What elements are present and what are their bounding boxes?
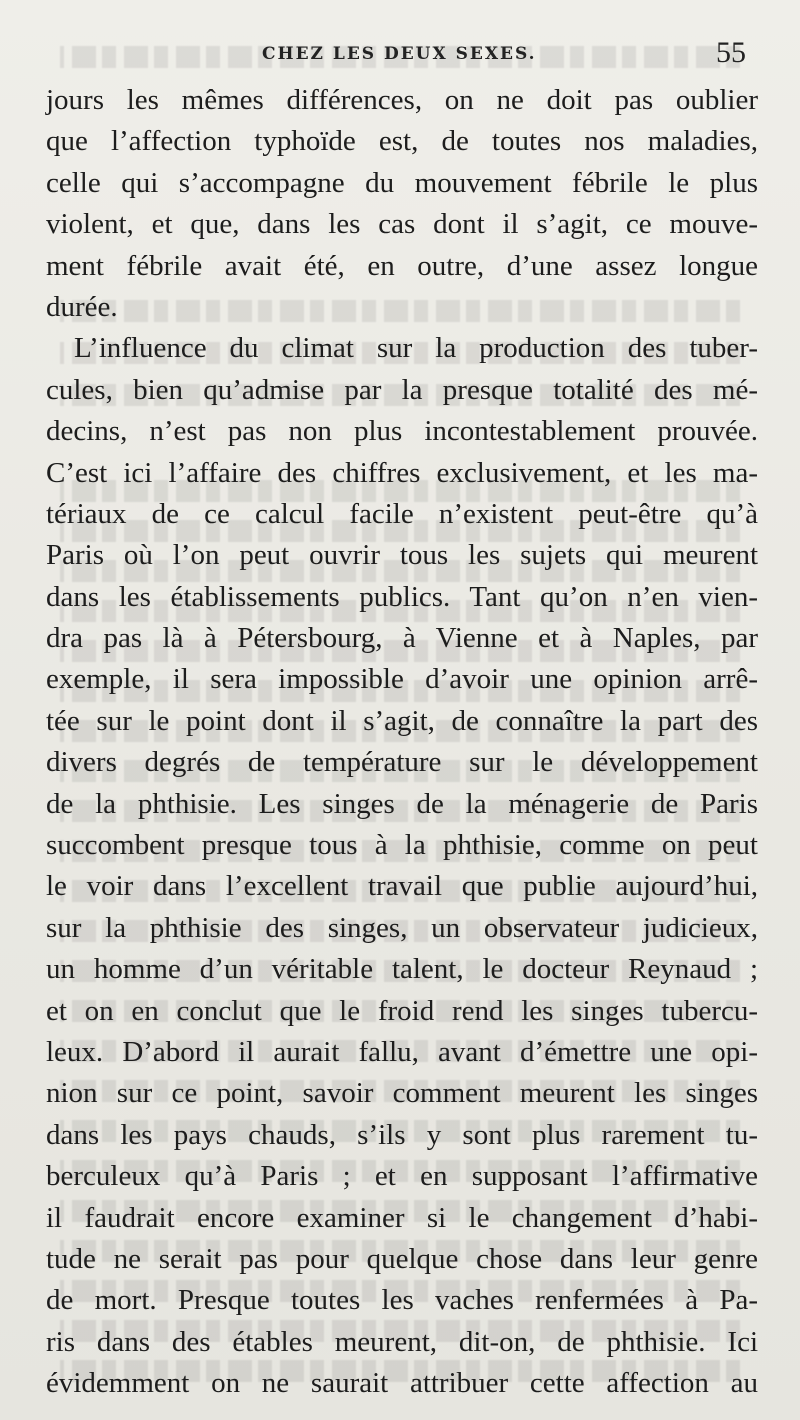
text-line: de mort. Presque toutes les vaches renfermées à Pa- bbox=[46, 1284, 758, 1317]
text-line: berculeux qu’à Paris ; et en supposant l’affirmative bbox=[46, 1160, 758, 1193]
text-line: ris dans des étables meurent, dit-on, de phthisie. Ici bbox=[46, 1325, 758, 1358]
text-line: exemple, il sera impossible d’avoir une opinion arrê- bbox=[46, 663, 758, 696]
text-line: L’influence du climat sur la production des tuber- bbox=[74, 332, 758, 365]
text-line: C’est ici l’affaire des chiffres exclusivement, et les ma- bbox=[46, 456, 758, 489]
text-line: Paris où l’on peut ouvrir tous les sujets qui meurent bbox=[46, 539, 758, 572]
text-line: succombent presque tous à la phthisie, comme on peut bbox=[46, 829, 758, 862]
text-line: tée sur le point dont il s’agit, de connaître la part des bbox=[46, 704, 758, 737]
text-line: tude ne serait pas pour quelque chose dans leur genre bbox=[46, 1242, 758, 1275]
text-line: ment fébrile avait été, en outre, d’une assez longue bbox=[46, 249, 758, 282]
text-line: violent, et que, dans les cas dont il s’agit, ce mouve- bbox=[46, 208, 758, 241]
page-header bbox=[0, 30, 800, 70]
text-line: tériaux de ce calcul facile n’existent peut-être qu’à bbox=[46, 497, 758, 530]
text-line: dra pas là à Pétersbourg, à Vienne et à Naples, par bbox=[46, 622, 758, 655]
text-line: leux. D’abord il aurait fallu, avant d’émettre une opi- bbox=[46, 1035, 758, 1068]
text-line: et on en conclut que le froid rend les singes tubercu- bbox=[46, 994, 758, 1027]
text-line: dans les établissements publics. Tant qu’on n’en vien- bbox=[46, 580, 758, 613]
text-line: de la phthisie. Les singes de la ménagerie de Paris bbox=[46, 787, 758, 820]
text-line: le voir dans l’excellent travail que publie aujourd’hui, bbox=[46, 870, 758, 903]
text-line: dans les pays chauds, s’ils y sont plus rarement tu- bbox=[46, 1118, 758, 1151]
text-line: évidemment on ne saurait attribuer cette affection au bbox=[46, 1367, 758, 1400]
running-head: CHEZ LES DEUX SEXES. bbox=[262, 44, 537, 64]
text-line: sur la phthisie des singes, un observateur judicieux, bbox=[46, 911, 758, 944]
text-line: que l’affection typhoïde est, de toutes nos maladies, bbox=[46, 125, 758, 158]
body-text bbox=[46, 80, 758, 1405]
page-number: 55 bbox=[716, 36, 746, 69]
text-line: jours les mêmes différences, on ne doit pas oublier bbox=[46, 84, 758, 116]
text-line: divers degrés de température sur le développement bbox=[46, 746, 758, 779]
text-line: il faudrait encore examiner si le changement d’habi- bbox=[46, 1201, 758, 1234]
text-line: un homme d’un véritable talent, le docteur Reynaud ; bbox=[46, 953, 758, 986]
text-line: nion sur ce point, savoir comment meurent les singes bbox=[46, 1077, 758, 1110]
text-line: decins, n’est pas non plus incontestablement prouvée. bbox=[46, 415, 758, 448]
text-line: durée. bbox=[46, 290, 118, 323]
text-line: cules, bien qu’admise par la presque totalité des mé- bbox=[46, 373, 758, 406]
text-line: celle qui s’accompagne du mouvement fébrile le plus bbox=[46, 166, 758, 199]
